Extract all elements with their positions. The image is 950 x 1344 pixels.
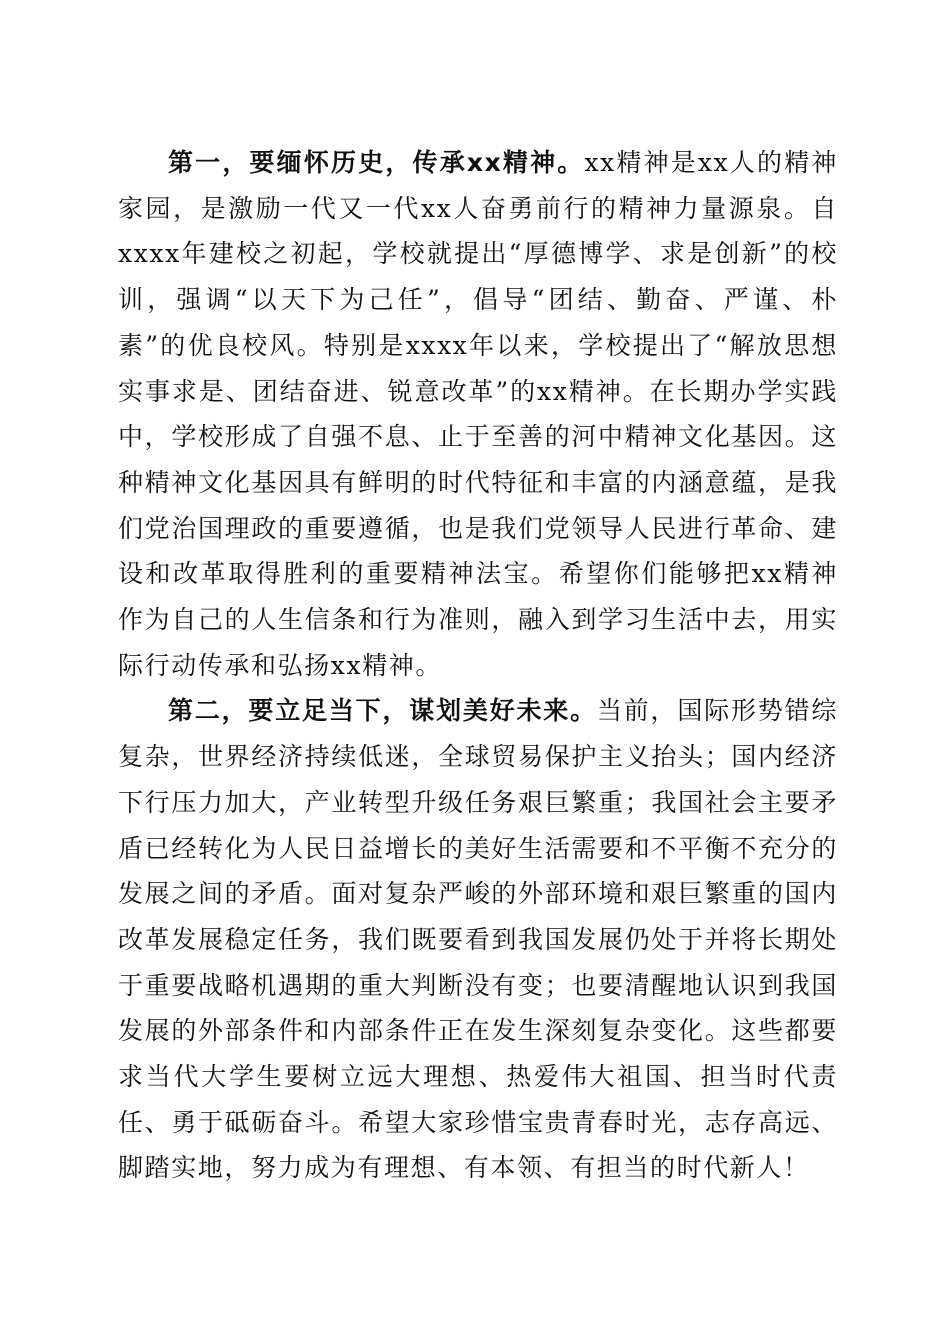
paragraph-second-heading: 第二，要立足当下，谋划美好未来。 bbox=[168, 696, 597, 726]
paragraph-first-text: xx精神是xx人的精神家园，是激励一代又一代xx人奋勇前行的精神力量源泉。自xxxx年建校之初起，学校就提出“厚德博学、求是创新”的校训，强调“以天下为己任”，倡导“团结、勤奋、严谨、朴素”的优良校风。特别是xxxx年以来，学校提出了“解放思想实事求是、团结奋进、锐意改革”的xx精神。在长期办学实践中，学校形成了自强不息、止于至善的河中精神文化基因。这种精神文化基因具有鲜明的时代特征和丰富的内涵意蕴，是我们党治国理政的重要遵循，也是我们党领导人民进行革命、建设和改革取得胜利的重要精神法宝。希望你们能够把xx精神作为自己的人生信条和行为准则，融入到学习生活中去，用实际行动传承和弘扬xx精神。 bbox=[118, 148, 839, 680]
paragraph-second-text: 当前，国际形势错综复杂，世界经济持续低迷，全球贸易保护主义抬头；国内经济下行压力加大，产业转型升级任务艰巨繁重；我国社会主要矛盾已经转化为人民日益增长的美好生活需要和不平衡不充分的发展之间的矛盾。面对复杂严峻的外部环境和艰巨繁重的国内改革发展稳定任务，我们既要看到我国发展仍处于并将长期处于重要战略机遇期的重大判断没有变；也要清醒地认识到我国发展的外部条件和内部条件正在发生深刻复杂变化。这些都要求当代大学生要树立远大理想、热爱伟大祖国、担当时代责任、勇于砥砺奋斗。希望大家珍惜宝贵青春时光，志存高远、脚踏实地，努力成为有理想、有本领、有担当的时代新人！ bbox=[118, 696, 838, 1183]
paragraph-second bbox=[118, 688, 838, 1191]
paragraph-first bbox=[118, 140, 838, 688]
paragraph-first-heading: 第一，要缅怀历史，传承xx精神。 bbox=[168, 148, 585, 177]
document-body bbox=[118, 140, 838, 1191]
